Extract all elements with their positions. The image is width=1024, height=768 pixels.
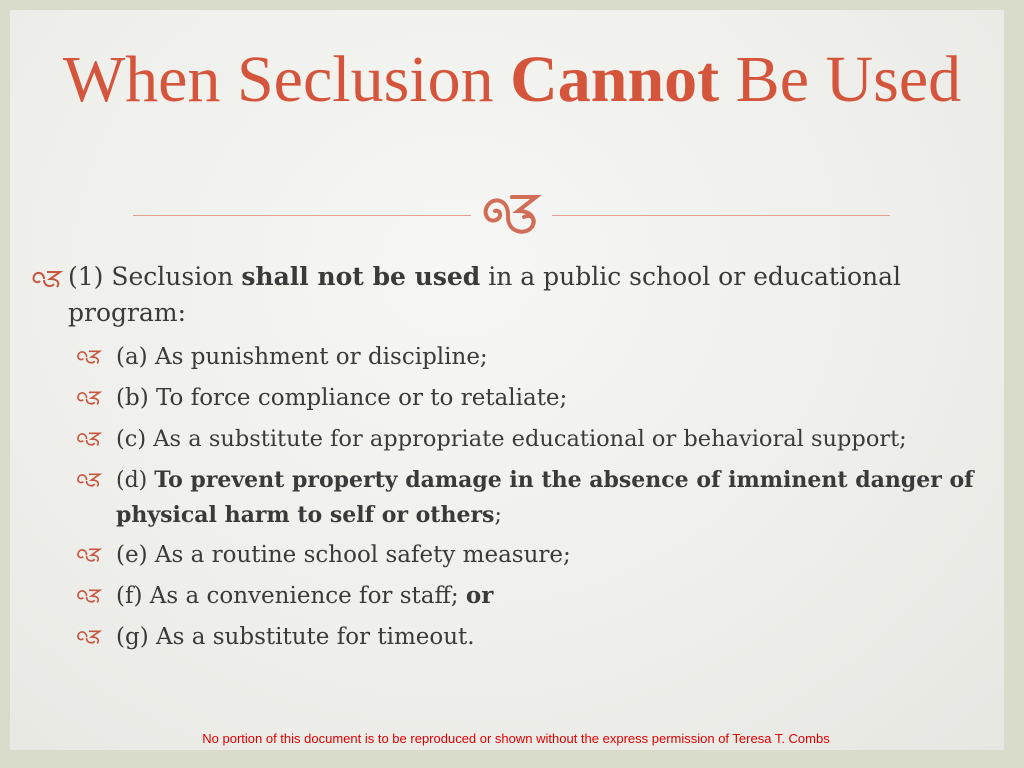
swirl-bullet-icon xyxy=(75,628,103,646)
sub-bullet-d-bold: To prevent property damage in the absence of imminent danger of physical harm to self or others xyxy=(116,467,974,528)
title-part2: Be Used xyxy=(719,43,962,116)
sub-bullet-f-prefix: (f) As a convenience for staff; xyxy=(116,583,466,609)
title-bold: Cannot xyxy=(510,43,720,116)
main-bullet-text xyxy=(68,259,968,331)
sub-bullet-f xyxy=(116,579,493,613)
sub-bullet-b: (b) To force compliance or to retaliate; xyxy=(116,385,568,411)
swirl-bullet-icon xyxy=(30,268,64,290)
swirl-bullet-icon xyxy=(75,587,103,605)
slide-title xyxy=(0,40,1024,120)
main-bullet-suffix: in a public school or educational program: xyxy=(68,262,902,327)
sub-bullet-e: (e) As a routine school safety measure; xyxy=(116,542,571,568)
sub-bullet-d-prefix: (d) xyxy=(116,468,155,493)
title-divider-left xyxy=(133,215,471,216)
swirl-bullet-icon xyxy=(75,348,103,366)
sub-bullet-d-suffix: ; xyxy=(494,503,502,528)
sub-bullet-a: (a) As punishment or discipline; xyxy=(116,344,488,370)
swirl-bullet-icon xyxy=(75,389,103,407)
title-divider-right xyxy=(552,215,890,216)
swirl-bullet-icon xyxy=(75,546,103,564)
main-bullet-bold: shall not be used xyxy=(241,262,481,291)
sub-bullet-d xyxy=(116,463,986,533)
sub-bullet-f-bold: or xyxy=(465,582,494,609)
swirl-bullet-icon xyxy=(75,471,103,489)
title-part1: When Seclusion xyxy=(62,43,511,116)
swirl-ornament-icon xyxy=(476,187,548,243)
sub-bullet-g: (g) As a substitute for timeout. xyxy=(116,624,475,650)
sub-bullet-c: (c) As a substitute for appropriate educational or behavioral support; xyxy=(116,426,907,452)
main-bullet-prefix: (1) Seclusion xyxy=(68,262,242,291)
swirl-bullet-icon xyxy=(75,430,103,448)
copyright-footer: No portion of this document is to be reproduced or shown without the express permission of Teresa T. Combs xyxy=(202,731,830,746)
